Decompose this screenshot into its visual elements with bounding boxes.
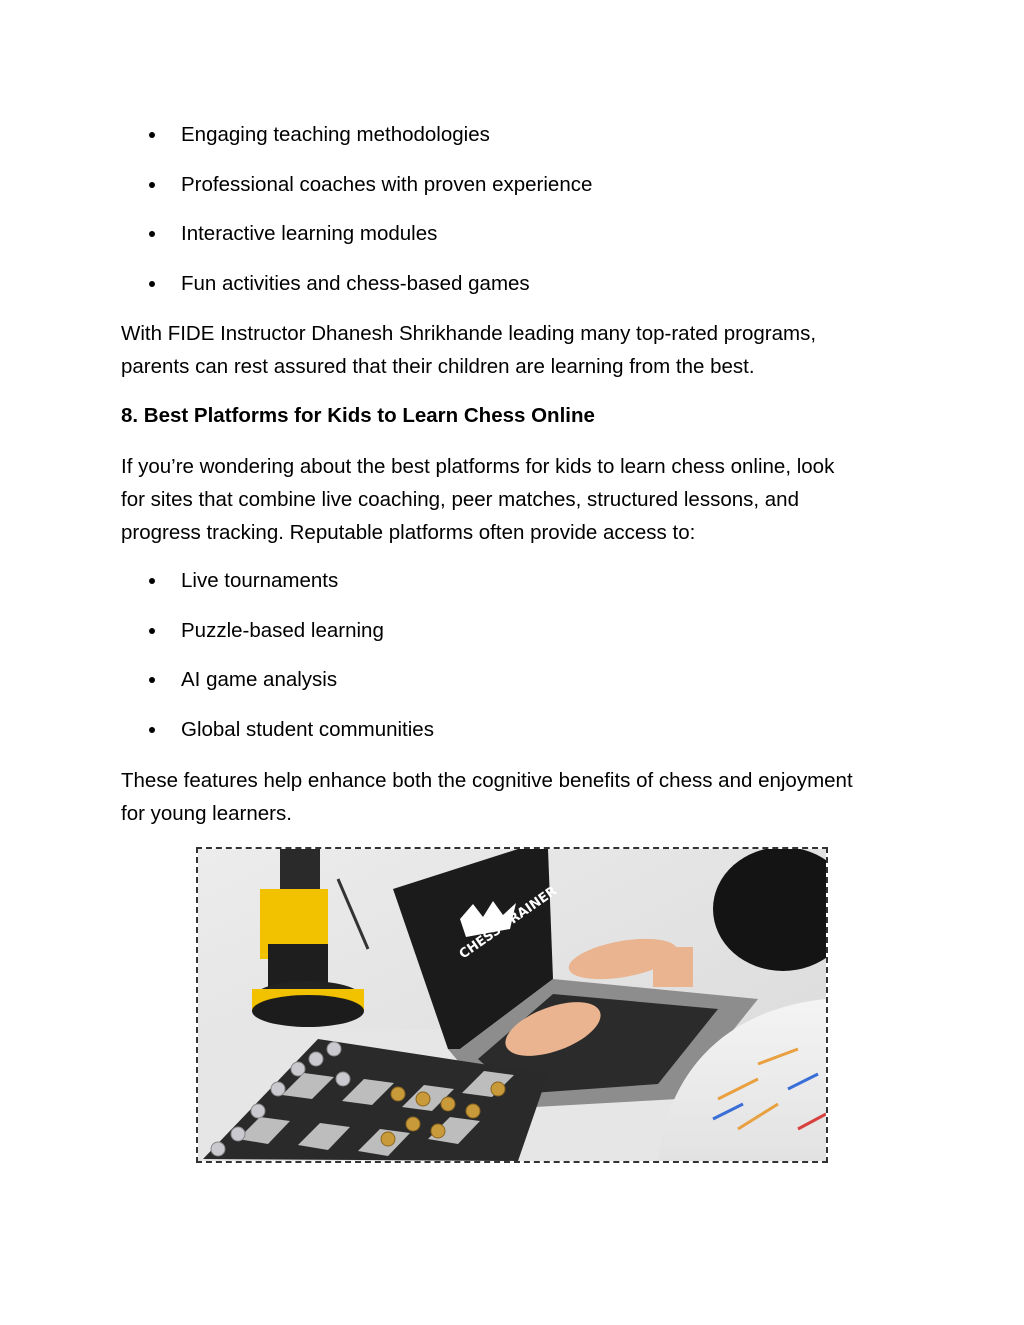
list-item: [0, 665, 1024, 695]
bullet-icon: [149, 231, 155, 237]
paragraph-line: for young learners.: [121, 802, 292, 825]
bullet-icon: [149, 628, 155, 634]
bullet-icon: [149, 677, 155, 683]
paragraph-conclusion: [121, 764, 901, 830]
paragraph-platforms: [121, 450, 901, 549]
list-item-text: Global student communities: [181, 718, 434, 741]
list-item-text: AI game analysis: [181, 668, 338, 691]
paragraph-line: If you’re wondering about the best platforms for kids to learn chess online, look: [121, 455, 835, 478]
list-item-text: Puzzle-based learning: [181, 619, 384, 642]
bullet-icon: [149, 578, 155, 584]
list-item: [0, 715, 1024, 745]
bullet-icon: [149, 132, 155, 138]
child-laptop-chess-photo: [196, 847, 828, 1163]
paragraph-line: for sites that combine live coaching, peer matches, structured lessons, and: [121, 488, 799, 511]
paragraph-line: These features help enhance both the cognitive benefits of chess and enjoyment: [121, 769, 853, 792]
list-item-text: Professional coaches with proven experience: [181, 173, 593, 196]
paragraph-line: progress tracking. Reputable platforms often provide access to:: [121, 521, 696, 544]
list-item-text: Fun activities and chess-based games: [181, 272, 530, 295]
list-item: [0, 120, 1024, 150]
list-item: [0, 269, 1024, 299]
paragraph-line: With FIDE Instructor Dhanesh Shrikhande leading many top-rated programs,: [121, 322, 817, 345]
list-item: [0, 616, 1024, 646]
photo-illustration: [198, 849, 826, 1161]
bullet-icon: [149, 727, 155, 733]
list-item-text: Live tournaments: [181, 569, 339, 592]
paragraph-line: parents can rest assured that their children are learning from the best.: [121, 355, 755, 378]
section-heading: 8. Best Platforms for Kids to Learn Chess Online: [121, 404, 595, 427]
bullet-icon: [149, 182, 155, 188]
list-item-text: Interactive learning modules: [181, 222, 438, 245]
list-item-text: Engaging teaching methodologies: [181, 123, 490, 146]
list-item: [0, 170, 1024, 200]
photo-logo-text: CHESS TRAINER: [456, 883, 560, 963]
bullet-icon: [149, 281, 155, 287]
paragraph-fide-instructor: [121, 317, 901, 383]
list-item: [0, 566, 1024, 596]
list-item: [0, 219, 1024, 249]
